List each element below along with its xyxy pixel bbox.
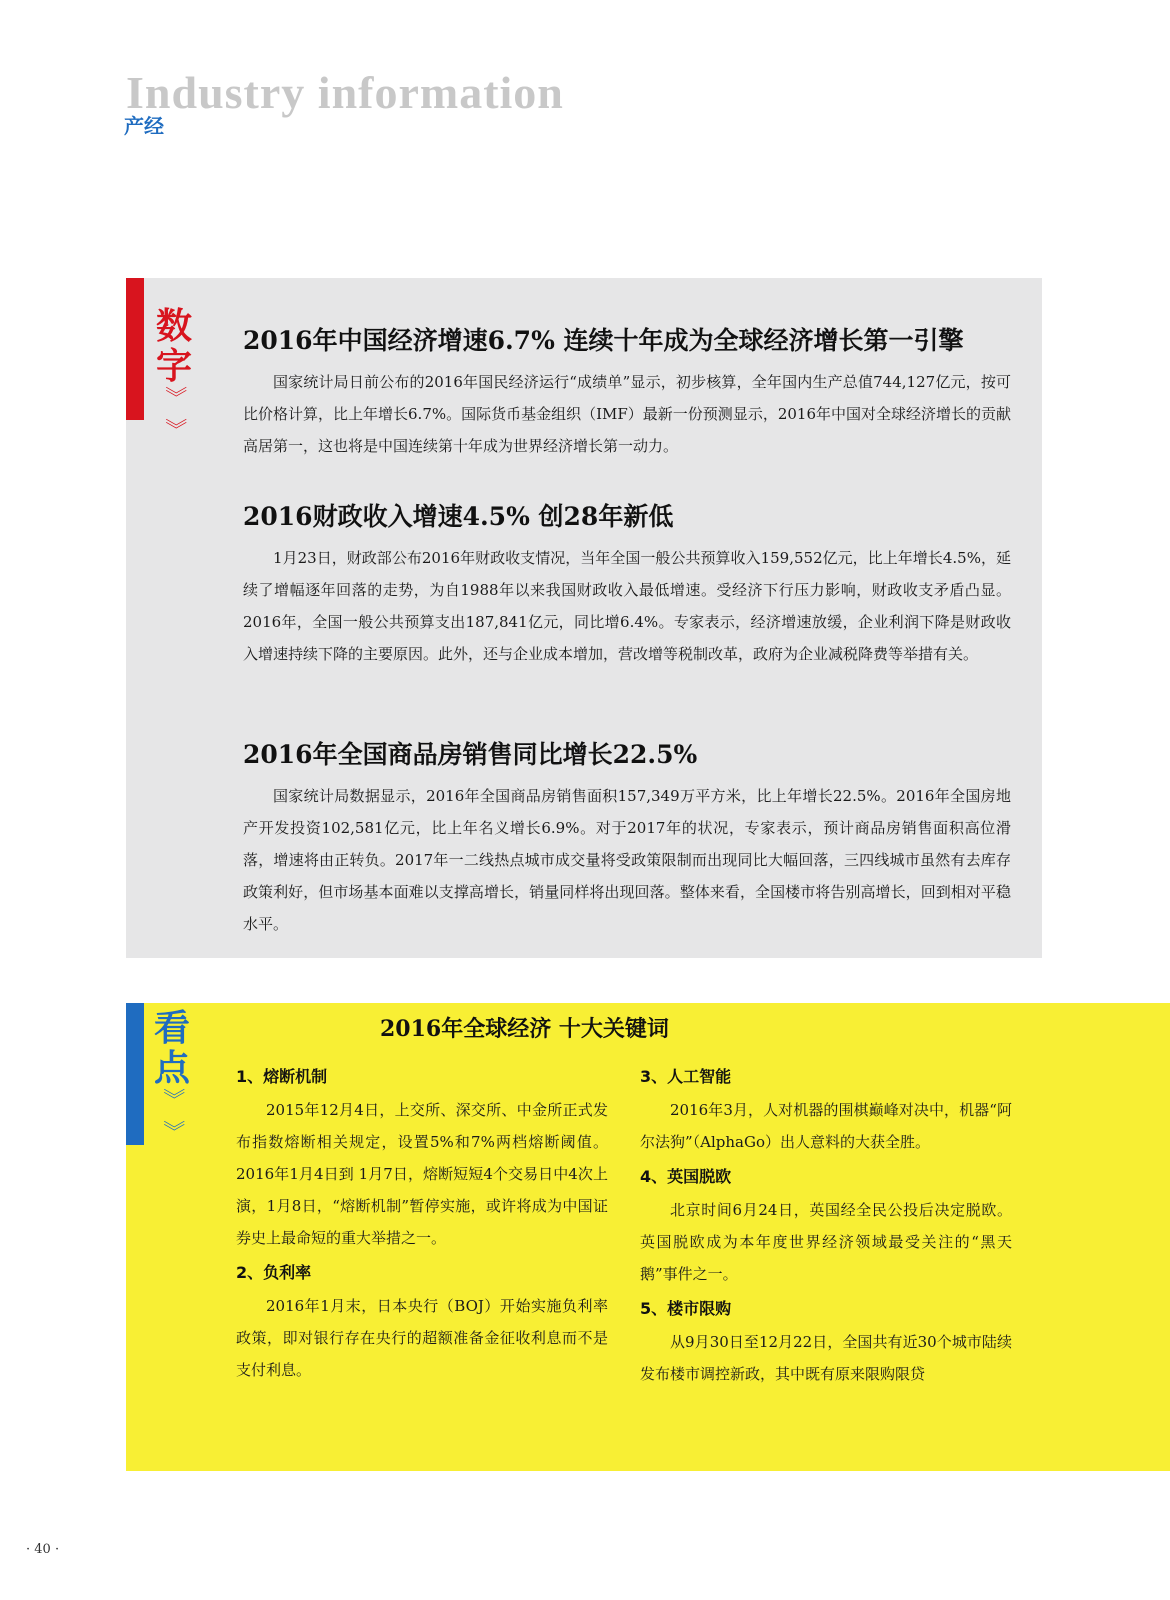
article-housing	[243, 738, 1011, 940]
numbers-tab-bar	[126, 278, 144, 420]
keyword-body: 2015年12月4日，上交所、深交所、中金所正式发布指数熔断相关规定，设置5%和7%两档熔断阈值。2016年1月4日到 1月7日，熔断短短4个交易日中4次上演，1月8日，“熔断机制”暂停实施，或许将成为中国证券史上最命短的重大举措之一。	[236, 1101, 608, 1247]
numbers-chevron-icon	[154, 385, 194, 435]
numbers-label-char-2: 字	[155, 345, 192, 387]
article-body: 国家统计局日前公布的2016年国民经济运行“成绩单”显示，初步核算，全年国内生产总值744,127亿元，按可比价格计算，比上年增长6.7%。国际货币基金组织（IMF）最新一份预测显示，2016年中国对全球经济增长的贡献高居第一，这也将是中国连续第十年成为世界经济增长第一动力。	[243, 373, 1011, 455]
keyword-heading: 1、熔断机制	[236, 1067, 328, 1086]
keyword-body: 2016年3月，人对机器的围棋巅峰对决中，机器“阿尔法狗”（AlphaGo）出人意料的大获全胜。	[640, 1101, 1012, 1151]
viewpoint-tab-bar	[126, 1003, 144, 1145]
article-gdp	[243, 324, 1011, 462]
article-title: 2016年中国经济增速6.7% 连续十年成为全球经济增长第一引擎	[243, 326, 964, 355]
numbers-label-char-1: 数	[155, 305, 192, 347]
article-body: 1月23日，财政部公布2016年财政收支情况，当年全国一般公共预算收入159,552亿元，比上年增长4.5%，延续了增幅逐年回落的走势，为自1988年以来我国财政收入最低增速。受经济下行压力影响，财政收支矛盾凸显。2016年，全国一般公共预算支出187,841亿元，同比增6.4%。专家表示，经济增速放缓，企业利润下降是财政收入增速持续下降的主要原因。此外，还与企业成本增加，营改增等税制改革，政府为企业减税降费等举措有关。	[243, 549, 1011, 663]
keyword-heading: 2、负利率	[236, 1263, 312, 1282]
chevron-down-icon: 》	[162, 385, 187, 402]
page-number: · 40 ·	[26, 1542, 60, 1557]
keyword-heading: 3、人工智能	[640, 1067, 732, 1086]
article-fiscal	[243, 500, 1011, 670]
keyword-body: 2016年1月末，日本央行（BOJ）开始实施负利率政策，即对银行存在央行的超额准备金征收利息而不是支付利息。	[236, 1297, 608, 1379]
chevron-down-icon: 》	[160, 1087, 185, 1104]
article-title: 2016财政收入增速4.5% 创28年新低	[243, 502, 674, 531]
header-title-cn: 产经	[124, 114, 164, 138]
keyword-body: 北京时间6月24日，英国经全民公投后决定脱欧。英国脱欧成为本年度世界经济领域最受关注的“黑天鹅”事件之一。	[640, 1201, 1012, 1283]
viewpoint-chevron-icon	[152, 1087, 192, 1137]
article-body: 国家统计局数据显示，2016年全国商品房销售面积157,349万平方米，比上年增长22.5%。2016年全国房地产开发投资102,581亿元，比上年名义增长6.9%。对于2017年的状况，专家表示，预计商品房销售面积高位滑落，增速将由正转负。2017年一二线热点城市成交量将受政策限制而出现同比大幅回落，三四线城市虽然有去库存政策利好，但市场基本面难以支撑高增长，销量同样将出现回落。整体来看，全国楼市将告别高增长，回到相对平稳水平。	[243, 787, 1011, 933]
viewpoint-title: 2016年全球经济 十大关键词	[380, 1016, 669, 1042]
keywords-column-right	[640, 1060, 1012, 1392]
viewpoint-label-char-2: 点	[153, 1047, 190, 1089]
chevron-down-icon: 》	[162, 417, 187, 434]
article-title: 2016年全国商品房销售同比增长22.5%	[243, 740, 698, 769]
viewpoint-label-char-1: 看	[153, 1007, 190, 1049]
chevron-down-icon: 》	[160, 1119, 185, 1136]
keyword-heading: 5、楼市限购	[640, 1299, 732, 1318]
keywords-column-left	[236, 1060, 608, 1388]
keyword-body: 从9月30日至12月22日，全国共有近30个城市陆续发布楼市调控新政，其中既有原来限购限贷	[640, 1333, 1012, 1383]
header-title-en: Industry information	[126, 67, 564, 118]
keyword-heading: 4、英国脱欧	[640, 1167, 732, 1186]
